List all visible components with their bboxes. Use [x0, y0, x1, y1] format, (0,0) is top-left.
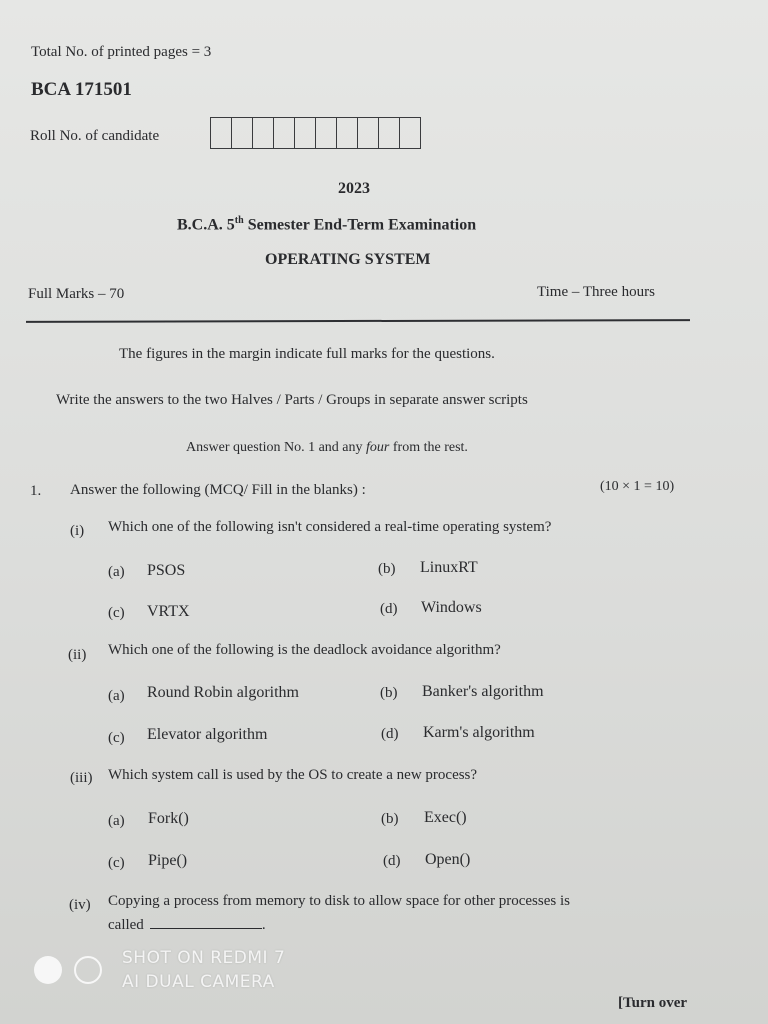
option-text: Elevator algorithm [147, 726, 268, 743]
option-text: Banker's algorithm [422, 683, 544, 700]
roll-digit-box [400, 118, 420, 148]
option-text: PSOS [147, 562, 186, 579]
subquestion-number: (i) [70, 523, 85, 539]
instruction-margin-marks: The figures in the margin indicate full marks for the questions. [119, 346, 495, 362]
option-text: Exec() [424, 809, 467, 826]
option-label: (b) [381, 811, 399, 827]
roll-digit-box [337, 118, 358, 148]
option-text: LinuxRT [420, 559, 478, 576]
option-text: Open() [425, 851, 471, 868]
watermark-line-2: AI DUAL CAMERA [122, 972, 275, 992]
option-label: (c) [108, 730, 125, 746]
option-label: (c) [108, 605, 125, 621]
option-label: (a) [108, 564, 125, 580]
camera-watermark-dot-icon [34, 956, 62, 984]
question-text: Answer the following (MCQ/ Fill in the blanks) : [70, 482, 366, 498]
header-divider [26, 319, 690, 323]
roll-digit-box [253, 118, 274, 148]
option-text: Pipe() [148, 852, 188, 869]
turn-over-note: [Turn over [618, 995, 688, 1011]
subquestion-number: (iii) [70, 770, 93, 786]
subquestion-text: Which one of the following isn't considered a real-time operating system? [108, 519, 552, 535]
roll-digit-box [274, 118, 295, 148]
roll-digit-box [211, 118, 232, 148]
fill-in-blank [150, 928, 262, 929]
question-number: 1. [30, 483, 42, 499]
watermark-line-1: SHOT ON REDMI 7 [122, 948, 286, 968]
subquestion-number: (iv) [69, 897, 91, 913]
time-allowed: Time – Three hours [537, 284, 655, 300]
roll-digit-box [379, 118, 400, 148]
printed-pages-note: Total No. of printed pages = 3 [31, 44, 212, 60]
exam-year: 2023 [338, 180, 370, 197]
roll-number-label: Roll No. of candidate [30, 128, 160, 144]
option-label: (a) [108, 688, 125, 704]
option-label: (d) [381, 726, 399, 742]
camera-watermark-ring-icon [74, 956, 102, 984]
subquestion-text-continued: called . [108, 917, 266, 933]
option-text: Round Robin algorithm [147, 684, 299, 701]
subquestion-text: Which one of the following is the deadlock avoidance algorithm? [108, 642, 501, 658]
roll-digit-box [358, 118, 379, 148]
subject-title: OPERATING SYSTEM [265, 251, 431, 268]
exam-title: B.C.A. 5th Semester End-Term Examination [177, 215, 477, 234]
option-label: (b) [378, 561, 396, 577]
instruction-separate-scripts: Write the answers to the two Halves / Parts / Groups in separate answer scripts [56, 392, 528, 408]
option-text: Fork() [148, 810, 189, 827]
option-label: (d) [380, 601, 398, 617]
question-marks: (10 × 1 = 10) [600, 479, 675, 494]
paper-code: BCA 171501 [31, 79, 132, 100]
option-text: Windows [421, 599, 482, 616]
option-label: (b) [380, 685, 398, 701]
roll-number-boxes [210, 117, 421, 149]
subquestion-text: Copying a process from memory to disk to allow space for other processes is [108, 893, 570, 909]
subquestion-text: Which system call is used by the OS to create a new process? [108, 767, 478, 783]
full-marks: Full Marks – 70 [28, 286, 125, 302]
option-label: (c) [108, 855, 125, 871]
answer-note: Answer question No. 1 and any four from the rest. [186, 440, 468, 455]
roll-digit-box [295, 118, 316, 148]
option-label: (d) [383, 853, 401, 869]
option-label: (a) [108, 813, 125, 829]
option-text: VRTX [147, 603, 190, 620]
subquestion-number: (ii) [68, 647, 87, 663]
roll-digit-box [232, 118, 253, 148]
roll-digit-box [316, 118, 337, 148]
option-text: Karm's algorithm [423, 724, 535, 741]
